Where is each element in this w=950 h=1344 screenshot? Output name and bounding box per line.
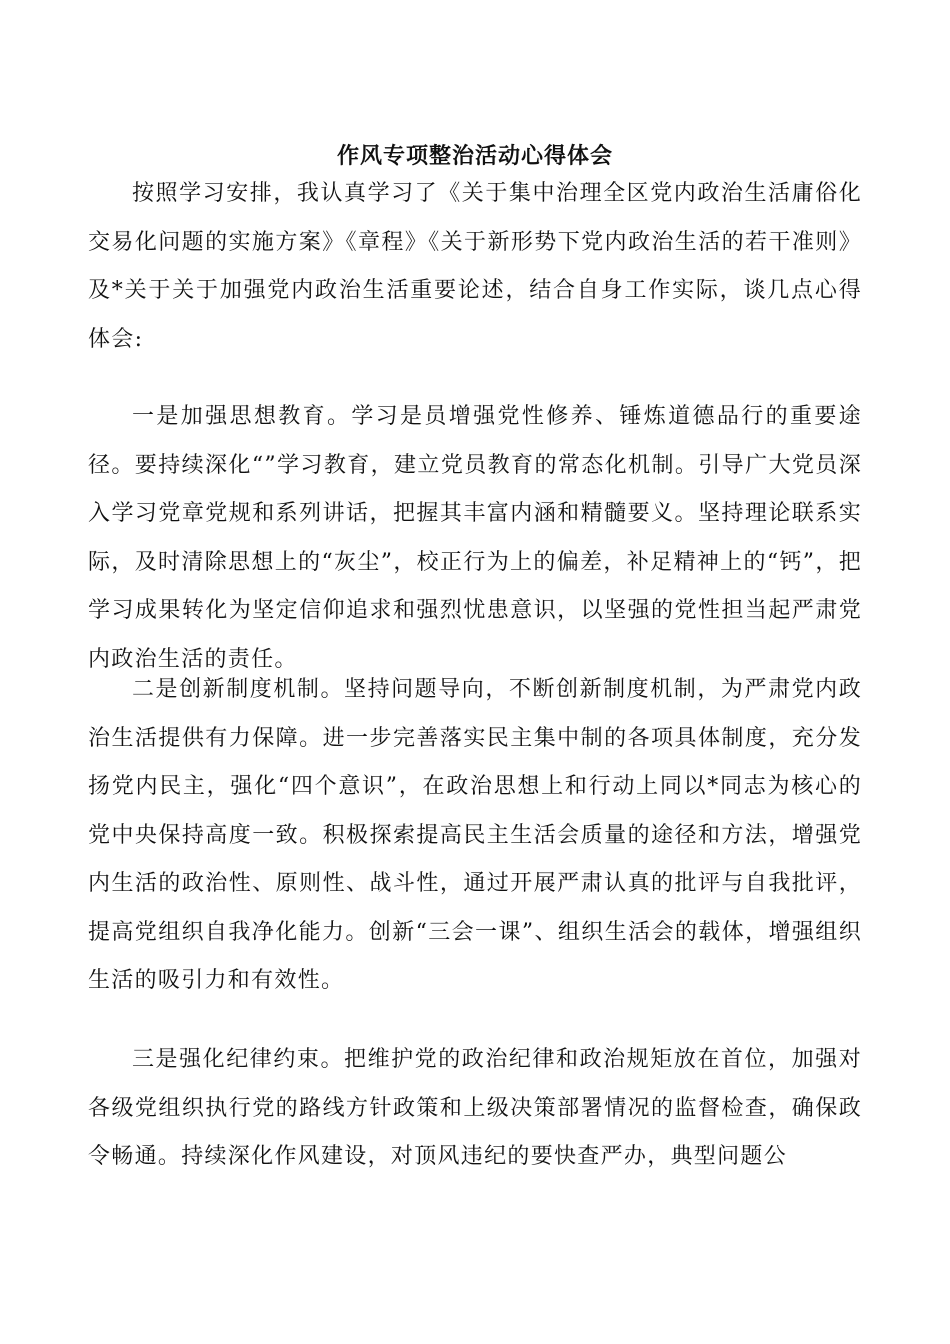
- paragraph-intro: 按照学习安排，我认真学习了《关于集中治理全区党内政治生活庸俗化交易化问题的实施方案》《章程》《关于新形势下党内政治生活的若干准则》及*关于关于加强党内政治生活重要论述，结合自身工作实际，谈几点心得体会:: [88, 181, 862, 352]
- document-title: 作风专项整治活动心得体会: [336, 143, 613, 169]
- paragraph-discipline: 三是强化纪律约束。把维护党的政治纪律和政治规矩放在首位，加强对各级党组织执行党的路线方针政策和上级决策部署情况的监督检查，确保政令畅通。持续深化作风建设，对顶风违纪的要快查严办，典型问题公: [88, 1047, 862, 1169]
- paragraph-thought-education: 一是加强思想教育。学习是员增强党性修养、锤炼道德品行的重要途径。要持续深化“”学习教育，建立党员教育的常态化机制。引导广大党员深入学习党章党规和系列讲话，把握其丰富内涵和精髓要义。坚持理论联系实际，及时清除思想上的“灰尘”，校正行为上的偏差，补足精神上的“钙”，把学习成果转化为坚定信仰追求和强烈忧患意识，以坚强的党性担当起严肃党内政治生活的责任。: [88, 404, 862, 672]
- paragraph-institutional-innovation: 二是创新制度机制。坚持问题导向，不断创新制度机制，为严肃党内政治生活提供有力保障。进一步完善落实民主集中制的各项具体制度，充分发扬党内民主，强化“四个意识”，在政治思想上和行动上同以*同志为核心的党中央保持高度一致。积极探索提高民主生活会质量的途径和方法，增强党内生活的政治性、原则性、战斗性，通过开展严肃认真的批评与自我批评，提高党组织自我净化能力。创新“三会一课”、组织生活会的载体，增强组织生活的吸引力和有效性。: [88, 677, 862, 993]
